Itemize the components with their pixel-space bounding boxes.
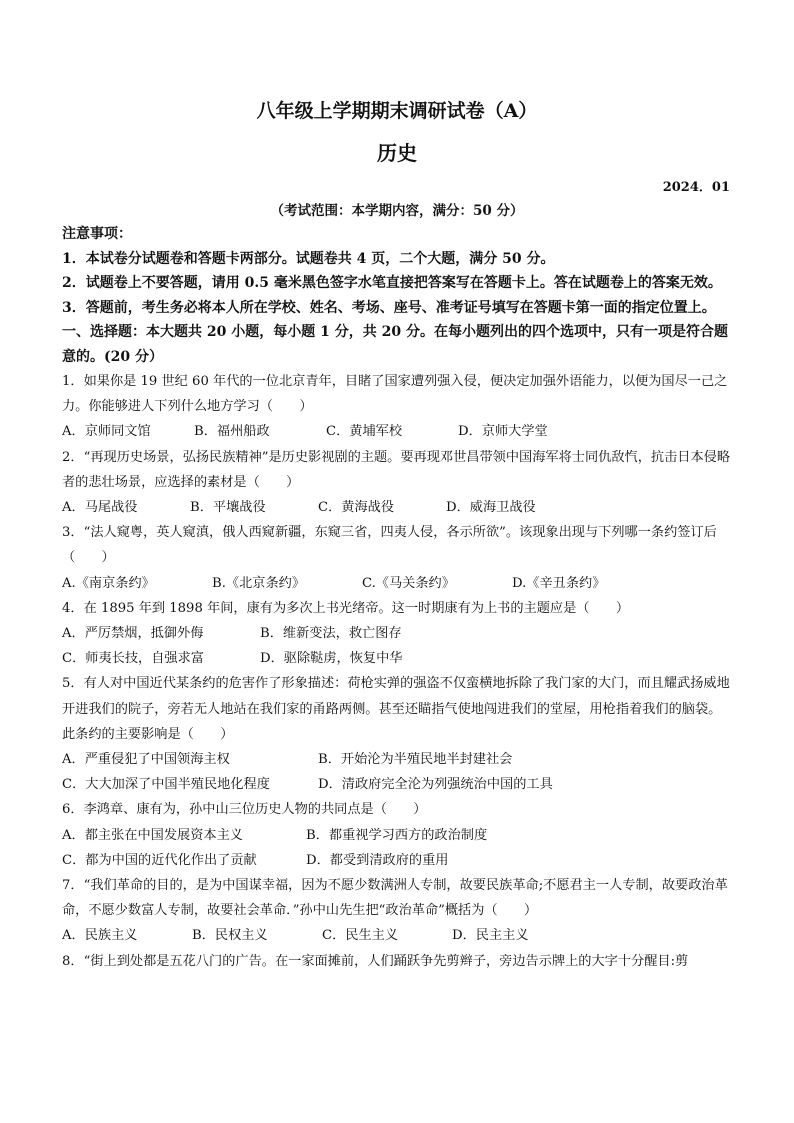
option-c: C．黄海战役 <box>318 500 395 516</box>
option-c: C.《马关条约》 <box>362 575 455 591</box>
option-a: A．严重侵犯了中国领海主权 <box>62 752 230 768</box>
question-options <box>62 772 734 797</box>
option-b: B．民权主义 <box>192 928 268 944</box>
option-b: B．开始沦为半殖民地半封建社会 <box>318 752 513 768</box>
question-options <box>62 848 734 873</box>
option-c: C．民生主义 <box>322 928 399 944</box>
option-d: D．驱除鞑虏，恢复中华 <box>260 651 403 667</box>
question-options <box>62 923 734 948</box>
option-c: C．都为中国的近代化作出了贡献 <box>62 852 257 868</box>
question-stem: 3．“法人窥粤，英人窥滇，俄人西窥新疆，东窥三省，四夷人侵，各示所欲”。该现象出现与下列哪一条约签订后（ ） <box>62 525 717 566</box>
option-c: C．大大加深了中国半殖民地化程度 <box>62 777 270 793</box>
question-stem: 8．“街上到处都是五花八门的广告。在一家面摊前，人们踊跃争先剪辫子，旁边告示牌上的大字十分醒目:剪 <box>62 953 689 969</box>
question-stem: 2．“再现历史场景，弘扬民族精神”是历史影视剧的主题。要再现邓世昌带领中国海军将士同仇敌忾，抗击日本侵略者的悲壮场景，应选择的素材是（ ） <box>62 449 731 490</box>
option-d: D．民主主义 <box>452 928 529 944</box>
option-d: D.《辛丑条约》 <box>512 575 606 591</box>
exam-content <box>62 222 734 974</box>
question-stem: 7．“我们革命的目的，是为中国谋幸福，因为不愿少数满洲人专制，故要民族革命;不愿君主一人专制，故要政治革命，不愿少数富人专制，故要社会革命．”孙中山先生把“政治革命”概括为（ ） <box>62 878 728 919</box>
question-options <box>62 646 734 671</box>
notice-heading: 注意事项： <box>62 226 132 242</box>
exam-date: 2024．01 <box>662 180 730 195</box>
option-d: D．清政府完全沦为列强统治中国的工具 <box>318 777 553 793</box>
option-d: D．京师大学堂 <box>458 424 548 440</box>
option-a: A．严厉禁烟，抵御外侮 <box>62 626 204 642</box>
question-options <box>62 747 734 772</box>
question-options <box>62 571 734 596</box>
exam-scope: （考试范围：本学期内容，满分：50 分） <box>270 203 524 219</box>
question-options <box>62 495 734 520</box>
notice-item: 3．答题前，考生务必将本人所在学校、姓名、考场、座号、准考证号填写在答题卡第一面的指定位置上。 <box>62 299 716 316</box>
exam-title: 八年级上学期期末调研试卷（A） <box>256 100 538 122</box>
question-options <box>62 823 734 848</box>
option-d: D．都受到清政府的重用 <box>306 852 449 868</box>
question-options <box>62 621 734 646</box>
option-c: C．师夷长技，自强求富 <box>62 651 204 667</box>
option-a: A.《南京条约》 <box>62 575 155 591</box>
option-b: B．平壤战役 <box>190 500 266 516</box>
option-d: D．威海卫战役 <box>446 500 536 516</box>
question-stem: 5．有人对中国近代某条约的危害作了形象描述：荷枪实弹的强盗不仅蛮横地拆除了我门家的大门，而且耀武扬威地开进我们的院子，旁若无人地站在我们家的甬路两侧。甚至还瞄指气使地闯进我们的堂屋，用枪指着我们的脑袋。此条约的主要影响是（ ） <box>62 676 730 742</box>
subject-title: 历史 <box>377 141 417 165</box>
option-b: B．维新变法，救亡图存 <box>260 626 402 642</box>
option-b: B．福州船政 <box>194 424 270 440</box>
option-a: A．都主张在中国发展资本主义 <box>62 827 243 843</box>
notice-item: 1．本试卷分试题卷和答题卡两部分。试题卷共 4 页，二个大题，满分 50 分。 <box>62 250 555 267</box>
option-b: B．都重视学习西方的政治制度 <box>306 827 488 843</box>
option-a: A．马尾战役 <box>62 500 138 516</box>
question-options <box>62 419 734 444</box>
option-a: A．民族主义 <box>62 928 138 944</box>
question-stem: 1．如果你是 19 世纪 60 年代的一位北京青年，目睹了国家遭列强入侵，便决定加强外语能力，以便为国尽一己之力。你能够进人下列什么地方学习（ ） <box>62 374 728 415</box>
section-heading: 一、选择题：本大题共 20 小题，每小题 1 分，共 20 分。在每小题列出的四个选项中，只有一项是符合题意的。(20 分） <box>62 324 728 365</box>
option-a: A．京师同文馆 <box>62 424 151 440</box>
option-b: B.《北京条约》 <box>212 575 306 591</box>
notice-item: 2．试题卷上不要答题，请用 0.5 毫米黑色签字水笔直接把答案写在答题卡上。答在试题卷上的答案无效。 <box>62 275 722 291</box>
option-c: C．黄埔军校 <box>326 424 403 440</box>
question-stem: 6．李鸿章、康有为，孙中山三位历史人物的共同点是（ ） <box>62 802 427 818</box>
question-stem: 4．在 1895 年到 1898 年间，康有为多次上书光绪帝。这一时期康有为上书的主题应是（ ） <box>62 600 630 616</box>
